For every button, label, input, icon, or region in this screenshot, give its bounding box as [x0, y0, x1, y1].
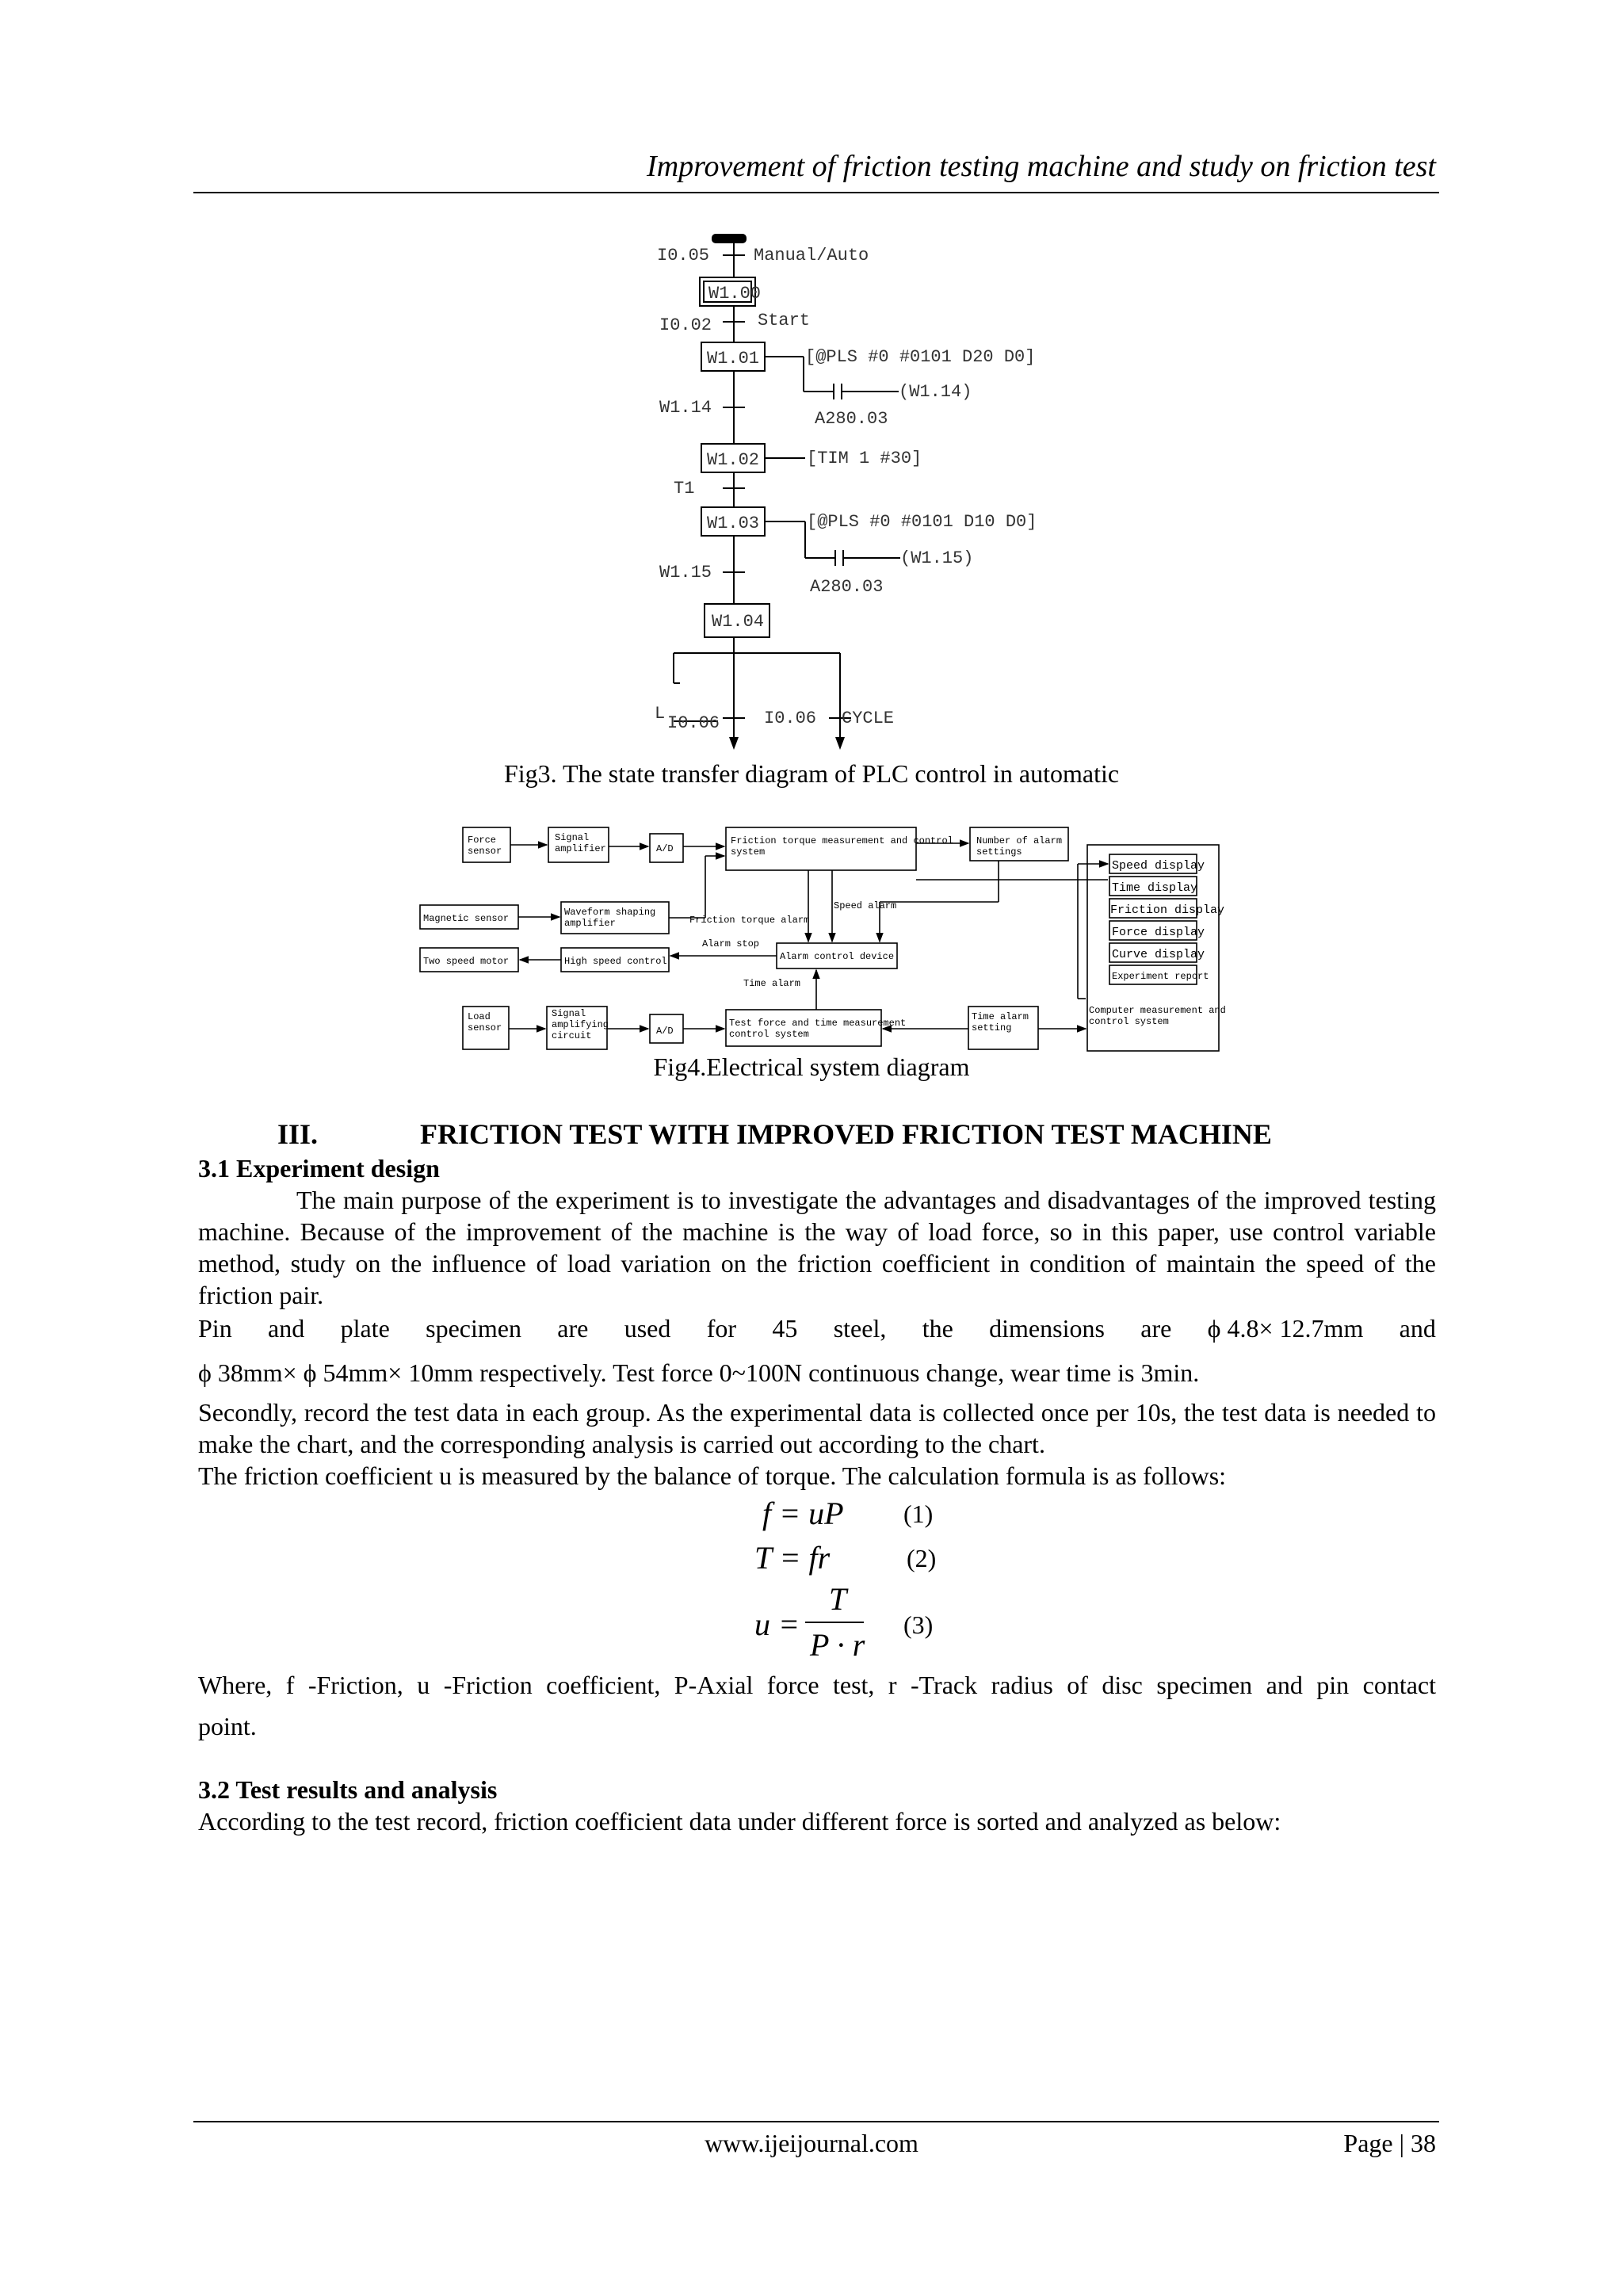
word: Pin [198, 1314, 232, 1343]
fig4-time-alarm-setting-l1: Time alarm [972, 1011, 1029, 1022]
fig4-test-force-l2: control system [729, 1029, 809, 1040]
plc-coil-w115: (W1.15) [900, 548, 974, 568]
running-title: Improvement of friction testing machine and study on friction test [647, 150, 1436, 183]
plc-label-i006a: I0.06 [667, 713, 720, 733]
fraction-bar [805, 1622, 864, 1623]
fig4-waveform-l1: Waveform shaping [564, 907, 656, 918]
fig3-caption: Fig3. The state transfer diagram of PLC control in automatic [503, 759, 1120, 788]
word: the [922, 1314, 953, 1343]
fig4-edge-friction-torque-alarm: Friction torque alarm [689, 915, 810, 926]
word: dimensions [989, 1314, 1105, 1343]
plc-step-w100: W1.00 [708, 284, 762, 304]
fig4-load-sensor-l2: sensor [468, 1022, 502, 1033]
plc-label-i005: I0.05 [657, 246, 710, 266]
fig4-force-sensor-l1: Force [468, 835, 497, 846]
fig4-computer-l1: Computer measurement and [1089, 1005, 1226, 1016]
plc-label-w114: W1.14 [659, 398, 712, 418]
plc-label-start: Start [758, 311, 811, 330]
fig4-magnetic-sensor: Magnetic sensor [423, 913, 510, 924]
paragraph-where-line2: point. [198, 1712, 257, 1740]
footer-rule [193, 2121, 1439, 2122]
equation-3-lhs: u = [754, 1606, 800, 1642]
fig4-electrical-diagram [0, 816, 1623, 1054]
paragraph-test-record: According to the test record, friction coefficient data under different force is sorted and analyzed as below: [198, 1807, 1281, 1836]
equation-3-numerator: T [829, 1581, 847, 1617]
equation-1: f = uP [762, 1496, 844, 1531]
word: steel, [833, 1314, 887, 1343]
fig4-signal-amp-l2: amplifier [555, 843, 606, 854]
fig3-plc-diagram [0, 0, 1623, 761]
fig4-num-alarm-l1: Number of alarm [976, 835, 1063, 846]
equation-1-number: (1) [903, 1499, 934, 1528]
fig4-computer-l2: control system [1089, 1016, 1169, 1027]
fig4-waveform-l2: amplifier [564, 918, 616, 929]
plc-label-manual-auto: Manual/Auto [754, 246, 869, 266]
paragraph-friction-coefficient: The friction coefficient u is measured by the balance of torque. The calculation formula is as follows: [198, 1461, 1227, 1490]
word: for [706, 1314, 737, 1343]
plc-label-cycle: CYCLE [842, 709, 895, 728]
fig4-caption: Fig4.Electrical system diagram [653, 1052, 970, 1081]
fig4-experiment-report: Experiment report [1112, 971, 1209, 982]
plc-instr-pls2: [@PLS #0 #0101 D10 D0] [807, 512, 1037, 532]
fig4-time-alarm-setting-l2: setting [972, 1022, 1012, 1033]
plc-coil-w114: (W1.14) [899, 382, 972, 402]
fig4-ad2: A/D [656, 1026, 674, 1037]
word: specimen [426, 1314, 521, 1343]
plc-step-w103: W1.03 [707, 514, 760, 533]
equation-3-denominator: P · r [810, 1627, 865, 1663]
fig4-speed-display: Speed display [1112, 859, 1205, 873]
plc-label-t1: T1 [674, 479, 695, 499]
fig4-high-speed: High speed control [564, 956, 667, 967]
plc-instr-pls1: [@PLS #0 #0101 D20 D0] [805, 347, 1036, 367]
fig4-force-sensor-l2: sensor [468, 846, 502, 857]
section-number: III. [277, 1118, 319, 1150]
footer-page-number: Page | 38 [1343, 2129, 1436, 2157]
fig4-edge-speed-alarm: Speed alarm [834, 900, 897, 911]
word: and [268, 1314, 305, 1343]
plc-step-w102: W1.02 [707, 450, 760, 470]
plc-label-w115: W1.15 [659, 563, 712, 583]
fig4-friction-display: Friction display [1110, 904, 1225, 917]
paragraph-where-line1: Where, f -Friction, u -Friction coefficient, P-Axial force test, r -Track radius of disc specimen and pin contact [198, 1671, 1436, 1699]
word: are [557, 1314, 589, 1343]
paragraph-specimen-line2: ϕ 38mm× ϕ 54mm× 10mm respectively. Test force 0~100N continuous change, wear time is 3min. [198, 1358, 1200, 1387]
plc-label-a28003-1: A280.03 [815, 409, 888, 429]
fig4-sig-amp-circuit-l2: amplifying [552, 1019, 609, 1030]
fig4-sig-amp-circuit-l3: circuit [552, 1030, 592, 1041]
subsection-3-1-heading: 3.1 Experiment design [198, 1154, 440, 1182]
equation-2: T = fr [754, 1540, 831, 1576]
plc-step-w104: W1.04 [712, 612, 765, 632]
fig4-test-force-l1: Test force and time measurement [729, 1018, 907, 1029]
section-title: FRICTION TEST WITH IMPROVED FRICTION TEST MACHINE [420, 1118, 1272, 1150]
fig4-signal-amp-l1: Signal [555, 832, 590, 843]
plc-label-l: L [655, 704, 666, 724]
fig4-edge-alarm-stop: Alarm stop [702, 938, 760, 949]
word: plate [340, 1314, 390, 1343]
paragraph-experiment-purpose: The main purpose of the experiment is to investigate the advantages and disadvantages of the improved testing machine. Because of the improvement of the machine is the way of load force, so in this paper, use control variable method, study on the influence of load variation on the friction coefficient in condition of maintain the speed of the friction pair. [198, 1186, 1436, 1309]
fig4-friction-sys-l1: Friction torque measurement and control [731, 835, 953, 846]
plc-step-w101: W1.01 [707, 349, 760, 369]
word: and [1399, 1314, 1436, 1343]
equation-3-number: (3) [903, 1610, 934, 1639]
fig4-curve-display: Curve display [1112, 948, 1205, 961]
fig4-sig-amp-circuit-l1: Signal [552, 1008, 586, 1019]
word: are [1140, 1314, 1172, 1343]
fig4-num-alarm-l2: settings [976, 846, 1022, 858]
paragraph-record-data: Secondly, record the test data in each group. As the experimental data is collected once per 10s, the test data is needed to make the chart, and the corresponding analysis is carried out according to the chart. [198, 1398, 1436, 1458]
footer-url[interactable]: www.ijeijournal.com [705, 2129, 918, 2157]
subsection-3-2-heading: 3.2 Test results and analysis [198, 1775, 498, 1804]
equation-2-number: (2) [907, 1544, 937, 1572]
fig4-edge-time-alarm: Time alarm [743, 978, 801, 989]
fig4-alarm-control: Alarm control device [780, 951, 895, 962]
fig4-time-display: Time display [1112, 881, 1198, 895]
fig4-two-speed-motor: Two speed motor [423, 956, 510, 967]
plc-instr-tim: [TIM 1 #30] [807, 449, 922, 468]
plc-label-i002: I0.02 [659, 315, 712, 335]
plc-label-i006b: I0.06 [764, 709, 817, 728]
plc-label-a28003-2: A280.03 [810, 577, 884, 597]
fig4-force-display: Force display [1112, 926, 1205, 939]
fig4-ad1: A/D [656, 843, 674, 854]
fig4-friction-sys-l2: system [731, 846, 766, 858]
word: used [624, 1314, 671, 1343]
paragraph-specimen-line1 [198, 1312, 1436, 1344]
fig4-load-sensor-l1: Load [468, 1011, 491, 1022]
word: ϕ 4.8× 12.7mm [1207, 1314, 1364, 1343]
word: 45 [772, 1314, 798, 1343]
